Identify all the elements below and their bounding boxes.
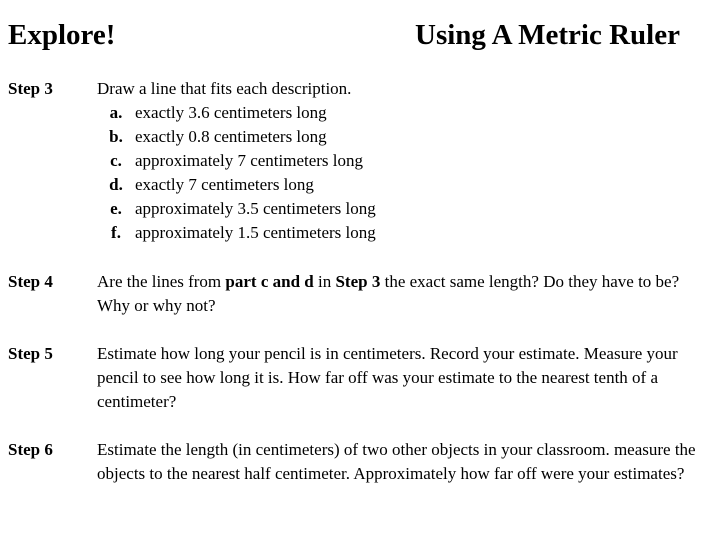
list-item-text: approximately 7 centimeters long bbox=[135, 151, 364, 170]
step-6-label: Step 6 bbox=[8, 440, 53, 459]
step-4-bold-parts: part c and d bbox=[225, 272, 314, 291]
step-3-body bbox=[97, 77, 712, 245]
list-item-letter: d. bbox=[109, 175, 123, 194]
step-4-text-before: Are the lines from bbox=[97, 272, 226, 291]
page-subtitle: Using A Metric Ruler bbox=[415, 19, 680, 51]
step-5-body bbox=[97, 342, 712, 414]
step-4-body bbox=[97, 270, 712, 318]
list-item-text: exactly 0.8 centimeters long bbox=[135, 127, 327, 146]
step-4-label: Step 4 bbox=[8, 272, 53, 291]
step-5-text: Estimate how long your pencil is in centimeters. Record your estimate. Measure your pencil to see how long it is. How far off was your estimate to the nearest tenth of a centimeter? bbox=[97, 344, 678, 411]
list-item bbox=[97, 101, 712, 125]
step-3-intro: Draw a line that fits each description. bbox=[97, 79, 352, 98]
list-item-letter: e. bbox=[110, 199, 122, 218]
list-item-letter: b. bbox=[109, 127, 123, 146]
list-item-text: approximately 3.5 centimeters long bbox=[135, 199, 376, 218]
list-item bbox=[97, 197, 712, 221]
step-4-bold-step: Step 3 bbox=[335, 272, 381, 291]
list-item-letter: c. bbox=[110, 151, 122, 170]
step-3-label: Step 3 bbox=[8, 79, 53, 98]
list-item bbox=[97, 125, 712, 149]
list-item-letter: f. bbox=[111, 223, 121, 242]
list-item bbox=[97, 149, 712, 173]
list-item bbox=[97, 221, 712, 245]
list-item-text: exactly 3.6 centimeters long bbox=[135, 103, 327, 122]
list-item-text: approximately 1.5 centimeters long bbox=[135, 223, 376, 242]
list-item-text: exactly 7 centimeters long bbox=[135, 175, 314, 194]
step-4-text bbox=[97, 270, 712, 318]
step-4-text-after: the exact same length? Do they have to be? Why or why not? bbox=[97, 272, 680, 315]
page-title: Explore! bbox=[8, 19, 116, 51]
list-item-letter: a. bbox=[109, 103, 123, 122]
step-6-body bbox=[97, 438, 712, 486]
step-5-label: Step 5 bbox=[8, 344, 53, 363]
step-4-text-mid: in bbox=[313, 272, 336, 291]
list-item bbox=[97, 173, 712, 197]
step-6-text: Estimate the length (in centimeters) of two other objects in your classroom. measure the objects to the nearest half centimeter. Approximately how far off were your estimates? bbox=[97, 440, 696, 483]
